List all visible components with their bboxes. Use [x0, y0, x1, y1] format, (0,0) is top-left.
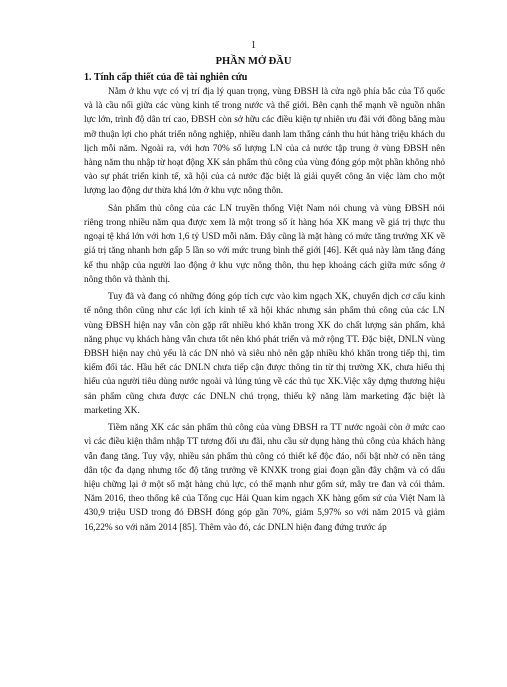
paragraph: Sản phẩm thủ công của các LN truyền thống Việt Nam nói chung và vùng ĐBSH nói riêng trong nhiều năm qua được xem là một trong số ít hàng hóa XK mang về giá trị thực thu ngoại tệ khá lớn với hơn 1,6 tỷ USD mỗi năm. Đây cũng là mặt hàng có mức tăng trưởng XK về giá trị tăng nhanh hơn gấp 5 lần so với mức trung bình thế giới [46]. Kết quả này làm tăng đáng kể thu nhập của người lao động ở khu vực nông thôn, thu hẹp khoảng cách giữa mức sống ở nông thôn và thành thị.	[84, 203, 445, 285]
page-title: PHẦN MỞ ĐẦU	[215, 56, 292, 67]
document-body	[84, 85, 445, 538]
paragraph: Tuy đã và đang có những đóng góp tích cực vào kim ngạch XK, chuyển dịch cơ cấu kinh tế nông thôn cũng như các lợi ích kinh tế xã hội khác nhưng sản phẩm thủ công của các LN vùng ĐBSH hiện nay vẫn còn gặp rất nhiều khó khăn trong XK do chất lượng sản phẩm, khả năng phục vụ khách hàng vẫn chưa tốt nên khó phát triển và mở rộng TT. Đặc biệt, DNLN vùng ĐBSH hiện nay chủ yếu là các DN nhỏ và siêu nhỏ nên gặp nhiều khó khăn trong tiếp thị, tìm kiếm đối tác. Hầu hết các DNLN chưa tiếp cận được thông tin từ thị trường XK, chưa hiểu thị hiếu của người tiêu dùng nước ngoài và lúng túng về các thủ tục XK.Việc xây dựng thương hiệu sản phẩm cũng chưa được các DNLN chú trọng, thiếu kỹ năng làm marketing đặc biệt là marketing XK.	[84, 292, 445, 416]
paragraph: Tiềm năng XK các sản phẩm thủ công của vùng ĐBSH ra TT nước ngoài còn ở mức cao vì các điều kiện thâm nhập TT tương đối ưu đãi, nhu cầu sử dụng hàng thủ công của khách hàng vẫn đang tăng. Tuy vậy, nhiều sản phẩm thủ công có thiết kế độc đáo, nổi bật nhờ có nền tảng dân tộc đa dạng nhưng tốc độ tăng trưởng về KNXK trong giai đoạn gần đây chậm và có dấu hiệu chững lại ở một số mặt hàng chủ lực, có thế mạnh như gốm sứ, mây tre đan và cói thảm. Năm 2016, theo thống kê của Tổng cục Hải Quan kim ngạch XK hàng gốm sứ của Việt Nam là 430,9 triệu USD trong đó ĐBSH đóng góp gần 70%, giảm 5,97% so với năm 2015 và giảm 16,22% so với năm 2014 [85]. Thêm vào đó, các DNLN hiện đang đứng trước áp	[84, 423, 445, 533]
paragraph: Nằm ở khu vực có vị trí địa lý quan trọng, vùng ĐBSH là cửa ngõ phía bắc của Tổ quốc và là cầu nối giữa các vùng kinh tế trong nước và thế giới. Bên cạnh thế mạnh về nguồn nhân lực lớn, trình độ dân trí cao, ĐBSH còn sở hữu các điều kiện tự nhiên ưu đãi với đồng bằng màu mỡ thuận lợi cho phát triển nông nghiệp, nhiều danh lam thắng cảnh thu hút hàng triệu khách du lịch mỗi năm. Ngoài ra, với hơn 70% số lượng LN của cả nước tập trung ở vùng ĐBSH nên hàng năm thu nhập từ hoạt động XK sản phẩm thủ công của vùng đóng góp một phần không nhỏ vào sự phát triển kinh tế, xã hội của cả nước đặc biệt là giải quyết công ăn việc làm cho một lượng lao động dư thừa khá lớn ở khu vực nông thôn.	[84, 87, 445, 197]
section-heading: 1. Tính cấp thiết của đề tài nghiên cứu	[84, 72, 248, 83]
page-number: 1	[251, 40, 256, 51]
